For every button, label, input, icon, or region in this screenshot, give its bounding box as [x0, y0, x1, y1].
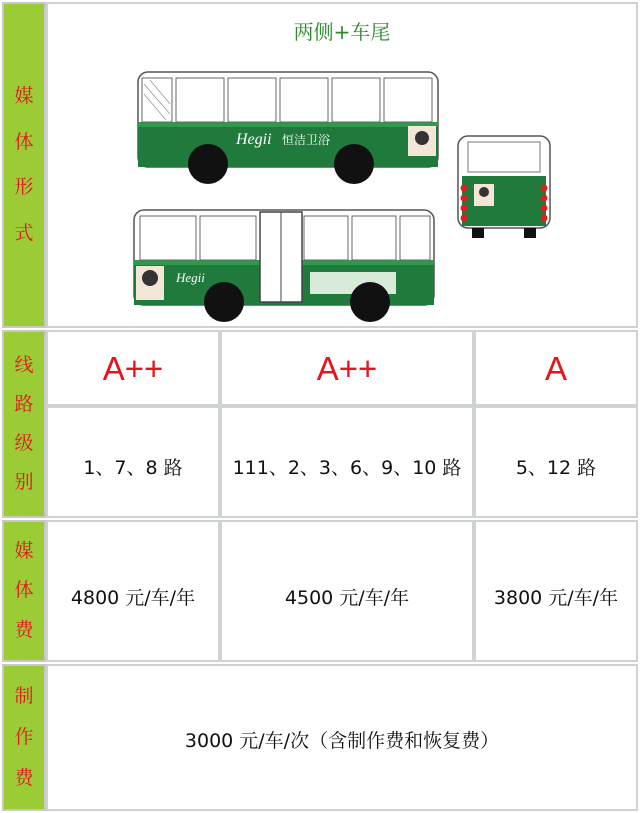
label-char: 制 — [14, 685, 34, 707]
fee-text: 4800 元/车/年 — [70, 587, 196, 609]
routes-cell-1 — [46, 406, 220, 518]
label-char: 式 — [14, 221, 34, 244]
label-char: 线 — [14, 354, 34, 376]
grade-cell-2 — [220, 330, 474, 406]
label-char: 体 — [14, 579, 34, 602]
ad-brand-cn-text: 恒洁卫浴 — [282, 133, 331, 147]
fee-cell-3 — [474, 520, 638, 662]
label-char: 费 — [14, 767, 34, 789]
label-char: 作 — [14, 726, 34, 748]
ad-brand-text: Hegii — [236, 131, 272, 148]
grade-cell-1 — [46, 330, 220, 406]
label-char: 媒 — [14, 540, 34, 563]
production-fee-cell — [46, 664, 638, 811]
routes-text: 1、7、8 路 — [83, 457, 183, 479]
side-label-media-form — [2, 2, 46, 328]
label-char: 别 — [14, 471, 34, 493]
label-char: 级 — [14, 432, 34, 454]
label-char: 费 — [14, 618, 34, 641]
media-form-cell — [46, 2, 638, 328]
svg-text:Hegii: Hegii — [176, 270, 205, 285]
routes-text: 111、2、3、6、9、10 路 — [232, 457, 462, 479]
grade-label: A — [544, 350, 567, 387]
side-label-media-fee — [2, 520, 46, 662]
grade-label: A++ — [316, 350, 378, 387]
fee-text: 3800 元/车/年 — [493, 587, 619, 609]
fee-cell-2 — [220, 520, 474, 662]
routes-cell-3 — [474, 406, 638, 518]
bus-side-view-right — [130, 202, 440, 322]
grade-cell-3 — [474, 330, 638, 406]
grade-label: A++ — [102, 350, 164, 387]
fee-text: 4500 元/车/年 — [284, 587, 410, 609]
label-char: 路 — [14, 393, 34, 415]
side-label-route-level — [2, 330, 46, 518]
routes-cell-2 — [220, 406, 474, 518]
label-char: 形 — [14, 176, 34, 199]
label-char: 媒 — [14, 85, 34, 108]
production-fee-text: 3000 元/车/次（含制作费和恢复费） — [184, 730, 500, 752]
label-char: 体 — [14, 130, 34, 153]
media-form-title: 两侧+车尾 — [293, 20, 391, 44]
fee-cell-1 — [46, 520, 220, 662]
bus-rear-view — [454, 132, 554, 242]
routes-text: 5、12 路 — [515, 457, 597, 479]
side-label-production-fee — [2, 664, 46, 811]
bus-side-view-left — [136, 64, 446, 184]
